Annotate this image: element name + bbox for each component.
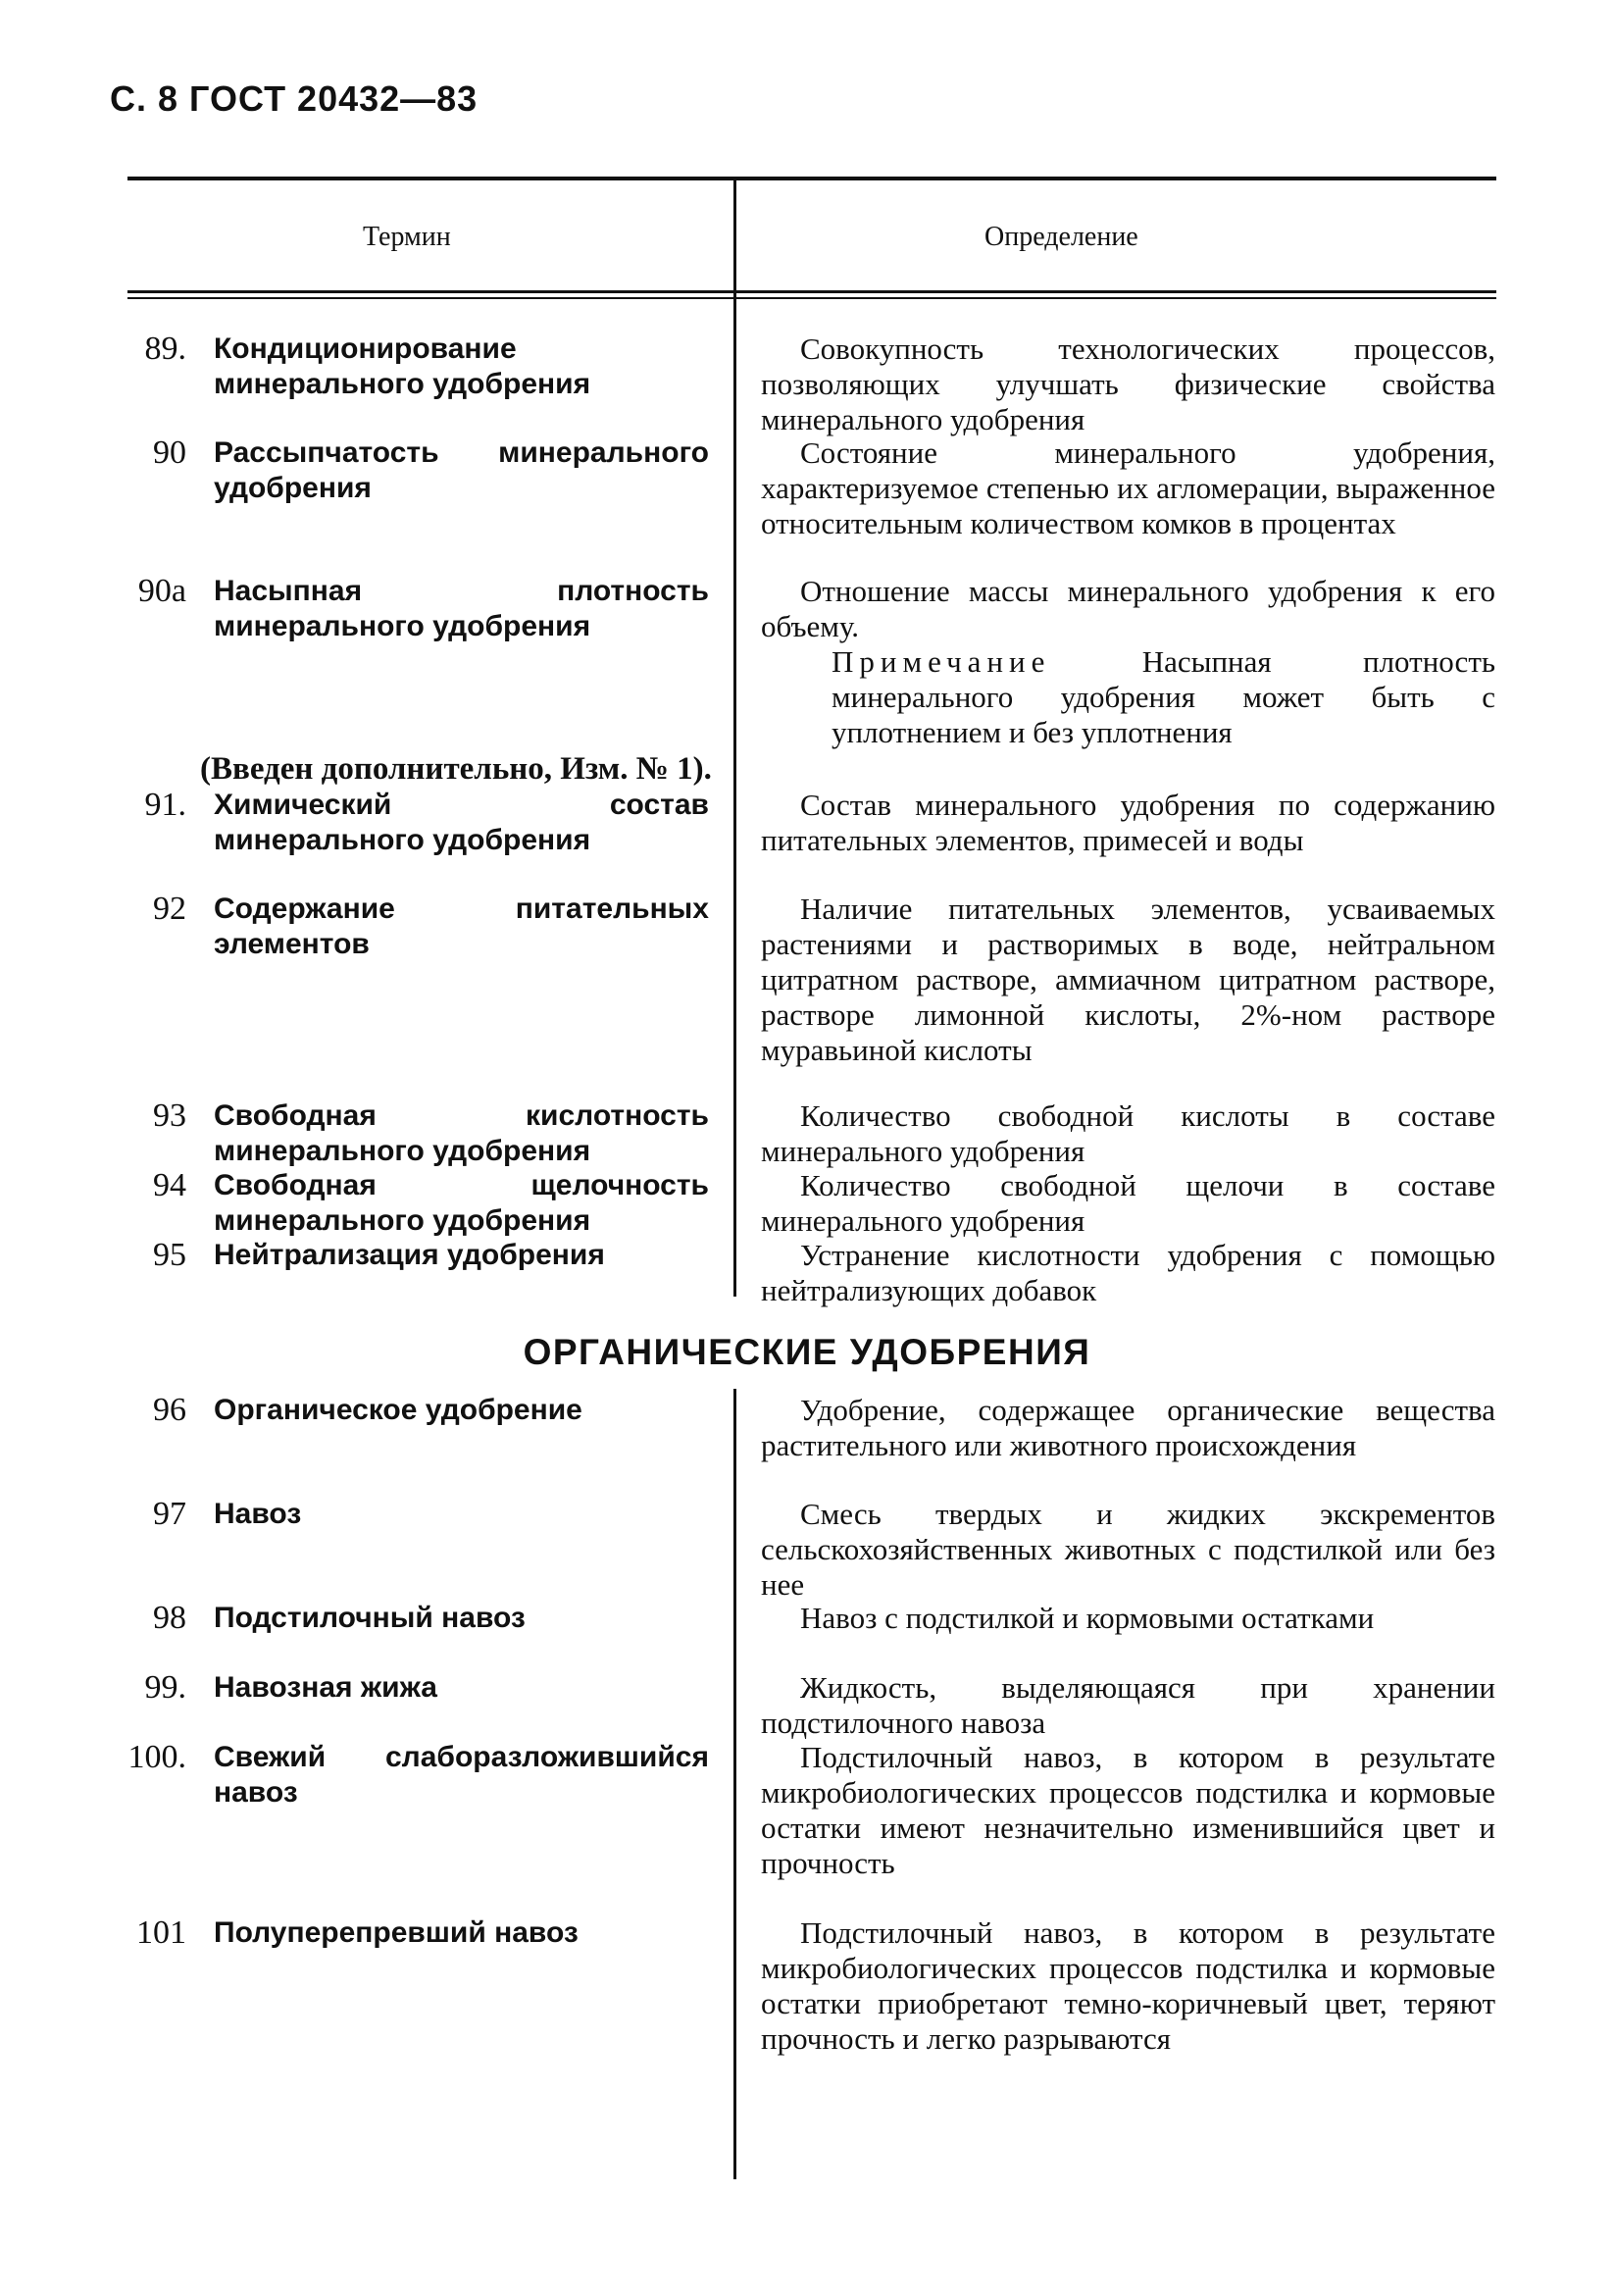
- term-name: Нейтрализация удобрения: [214, 1239, 605, 1271]
- column-divider-bottom: [733, 1389, 736, 2179]
- term-name: Свободная щелочность минерального удобрения: [214, 1169, 709, 1237]
- term-number: 92: [153, 891, 186, 927]
- definition-text: Жидкость, выделяющаяся при хранении подстилочного навоза: [761, 1670, 1495, 1740]
- term-name: Рассыпчатость минерального удобрения: [214, 436, 709, 504]
- term-name: Навозная жижа: [214, 1671, 437, 1704]
- term-name: Полуперепревший навоз: [214, 1916, 579, 1949]
- definition-text: Отношение массы минерального удобрения к его объему.: [761, 574, 1495, 643]
- definition-text: Смесь твердых и жидких экскрементов сельскохозяйственных животных с подстилкой или без нее: [761, 1497, 1495, 1602]
- header-bottom-rule-2: [127, 297, 1496, 299]
- term-definition: [761, 1915, 1495, 2057]
- definition-text: Устранение кислотности удобрения с помощью нейтрализующих добавок: [761, 1238, 1495, 1307]
- column-divider-top: [733, 180, 736, 1297]
- term-definition: [761, 332, 1495, 437]
- term-name: Химический состав минерального удобрения: [214, 789, 709, 856]
- definition-text: Подстилочный навоз, в котором в результате микробиологических процессов подстилка и кормовые остатки приобретают темно-коричневый цвет, теряют прочность и легко разрываются: [761, 1915, 1495, 2056]
- definition-text: Подстилочный навоз, в котором в результате микробиологических процессов подстилка и кормовые остатки имеют незначительно изменившийся цвет и прочность: [761, 1740, 1495, 1880]
- term-number: 101: [136, 1914, 186, 1951]
- term-definition: [761, 1497, 1495, 1603]
- column-header-definition: Определение: [984, 222, 1138, 252]
- term-definition: [761, 574, 1495, 644]
- term-definition: [761, 1601, 1495, 1636]
- term-name: Навоз: [214, 1498, 302, 1530]
- term-name: Насыпная плотность минерального удобрения: [214, 575, 709, 642]
- note-body: [761, 644, 1495, 750]
- definition-text: Навоз с подстилкой и кормовыми остатками: [800, 1601, 1375, 1635]
- definition-text: Совокупность технологических процессов, позволяющих улучшать физические свойства минерального удобрения: [761, 332, 1495, 436]
- term-name: Органическое удобрение: [214, 1394, 582, 1426]
- term-name: Свободная кислотность минерального удобрения: [214, 1099, 709, 1167]
- definition-text: Состояние минерального удобрения, характеризуемое степенью их агломерации, выраженное относительным количеством комков в процентах: [761, 435, 1495, 540]
- definition-text: Количество свободной кислоты в составе минерального удобрения: [761, 1098, 1495, 1168]
- term-number: 89.: [144, 331, 186, 367]
- amendment-note: (Введен дополнительно, Изм. № 1).: [200, 751, 712, 787]
- term-number: 94: [153, 1167, 186, 1203]
- definition-text: Состав минерального удобрения по содержанию питательных элементов, примесей и воды: [761, 788, 1495, 857]
- page-header: С. 8 ГОСТ 20432—83: [110, 78, 479, 119]
- term-definition: [761, 1238, 1495, 1308]
- term-definition: [761, 1740, 1495, 1881]
- term-number: 97: [153, 1496, 186, 1532]
- term-number: 98: [153, 1600, 186, 1636]
- term-number: 96: [153, 1392, 186, 1428]
- term-number: 91.: [144, 787, 186, 823]
- term-number: 95: [153, 1237, 186, 1273]
- term-definition: [761, 1098, 1495, 1169]
- note-lead: Примечание: [832, 644, 1051, 679]
- top-rule: [127, 177, 1496, 180]
- term-number: 90а: [137, 573, 186, 609]
- definition-text: Наличие питательных элементов, усваиваемых растениями и растворимых в воде, нейтральном цитратном растворе, аммиачном цитратном растворе, растворе лимонной кислоты, 2%-ном растворе муравьиной кислоты: [761, 892, 1495, 1067]
- term-definition: [761, 1168, 1495, 1239]
- section-title: ОРГАНИЧЕСКИЕ УДОБРЕНИЯ: [523, 1332, 1091, 1372]
- term-number: 90: [153, 434, 186, 471]
- term-definition: [761, 435, 1495, 541]
- term-number: 93: [153, 1097, 186, 1134]
- note-text: Насыпная плотность минерального удобрения может быть с уплотнением и без уплотнения: [832, 644, 1495, 749]
- definition-text: Удобрение, содержащее органические вещества растительного или животного происхождения: [761, 1393, 1495, 1462]
- note: [761, 644, 1495, 750]
- term-number: 99.: [144, 1669, 186, 1706]
- term-definition: [761, 892, 1495, 1068]
- header-bottom-rule: [127, 290, 1496, 293]
- term-name: Подстилочный навоз: [214, 1602, 526, 1634]
- column-header-term: Термин: [363, 222, 451, 252]
- definition-text: Количество свободной щелочи в составе минерального удобрения: [761, 1168, 1495, 1238]
- term-name: Кондиционирование минерального удобрения: [214, 332, 591, 400]
- term-definition: [761, 1393, 1495, 1463]
- term-definition: [761, 1670, 1495, 1741]
- term-name: Содержание питательных элементов: [214, 893, 709, 960]
- term-name: Свежий слаборазложившийся навоз: [214, 1741, 709, 1809]
- term-definition: [761, 788, 1495, 858]
- term-number: 100.: [127, 1739, 186, 1775]
